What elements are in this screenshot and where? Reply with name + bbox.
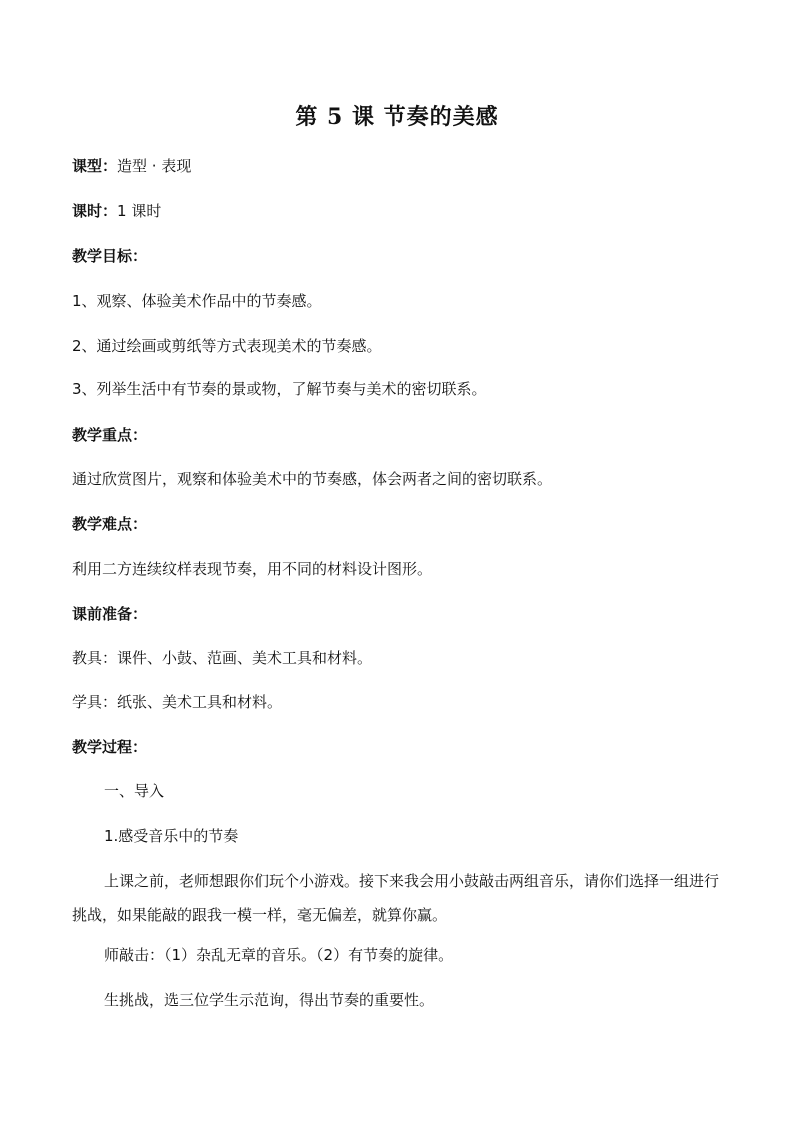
- objectives-heading: 教学目标：: [72, 247, 148, 265]
- key-points-heading: 教学重点：: [72, 426, 148, 444]
- period-value: 1 课时: [117, 202, 162, 220]
- course-type-row: [72, 155, 191, 177]
- preparation-heading: 课前准备：: [72, 605, 148, 623]
- difficulties-heading: 教学难点：: [72, 515, 148, 533]
- student-materials: 学具：纸张、美术工具和材料。: [72, 693, 283, 711]
- section-heading: 一、导入: [104, 782, 165, 800]
- paragraph: 上课之前，老师想跟你们玩个小游戏。接下来我会用小鼓敲击两组音乐，请你们选择一组进行挑战，如果能敲的跟我一模一样，毫无偏差，就算你赢。: [72, 872, 720, 924]
- period-row: [72, 200, 161, 222]
- period-label: 课时：: [72, 202, 118, 220]
- key-points-text: 通过欣赏图片，观察和体验美术中的节奏感，体会两者之间的密切联系。: [72, 470, 553, 488]
- objective-item: 1、观察、体验美术作品中的节奏感。: [72, 292, 322, 310]
- process-heading: 教学过程：: [72, 738, 148, 756]
- teacher-materials: 教具：课件、小鼓、范画、美术工具和材料。: [72, 649, 373, 667]
- paragraph: 生挑战，选三位学生示范询，得出节奏的重要性。: [104, 991, 435, 1009]
- objective-item: 2、通过绘画或剪纸等方式表现美术的节奏感。: [72, 337, 382, 355]
- course-type-label: 课型：: [72, 157, 118, 175]
- page-title: 第 5 课 节奏的美感: [295, 104, 499, 130]
- paragraph: 师敲击：（1）杂乱无章的音乐。（2）有节奏的旋律。: [104, 946, 454, 964]
- difficulties-text: 利用二方连续纹样表现节奏，用不同的材料设计图形。: [72, 560, 433, 578]
- subsection-heading: 1.感受音乐中的节奏: [104, 827, 239, 845]
- objective-item: 3、列举生活中有节奏的景或物，了解节奏与美术的密切联系。: [72, 380, 487, 398]
- course-type-value: 造型 · 表现: [117, 157, 192, 175]
